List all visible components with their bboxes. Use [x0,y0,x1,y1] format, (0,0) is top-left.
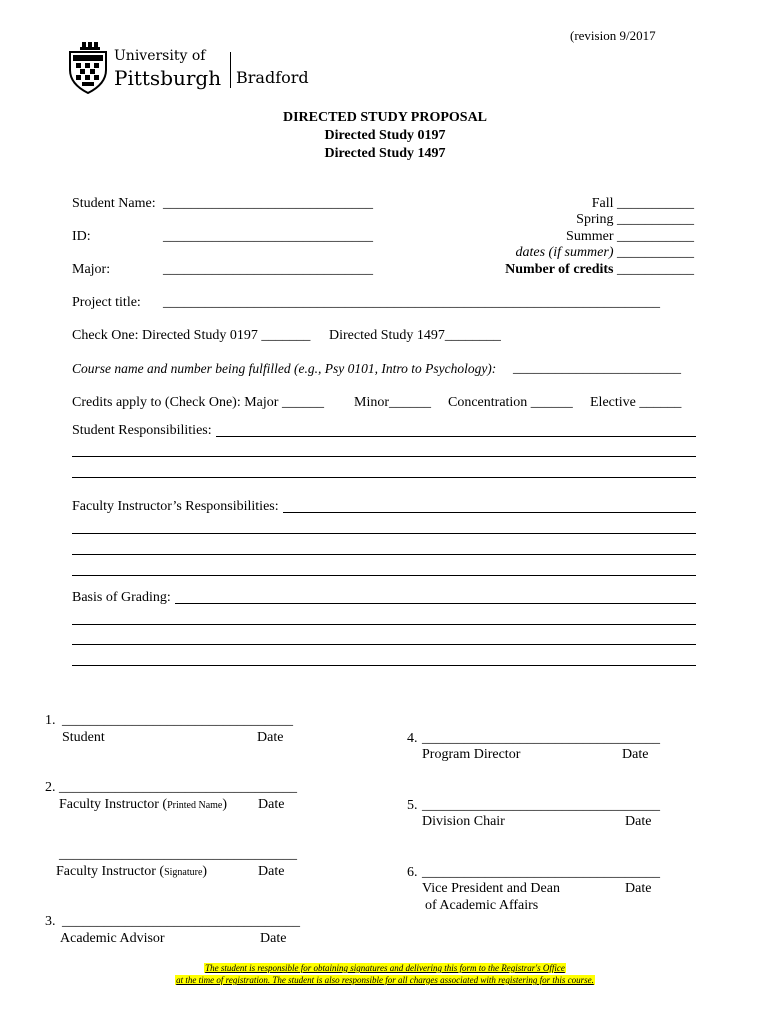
credits-field[interactable] [505,262,694,278]
signature-5-number: 5. [407,798,418,813]
student-name-field[interactable]: ______________________________ [163,196,373,211]
signature-6-label-line1: Vice President and Dean [422,881,560,896]
student-responsibilities-line-2[interactable] [72,456,696,457]
student-name-label: Student Name: [72,196,156,211]
printed-name-note: Printed Name [167,800,223,811]
signature-4-number: 4. [407,731,418,746]
signature-note: Signature [164,867,203,878]
credits-apply-major[interactable]: Credits apply to (Check One): Major ______ [72,395,324,410]
project-title-field[interactable]: _______________________________________________________________________ [163,295,660,310]
faculty-responsibilities-line-2[interactable] [72,533,696,534]
registrar-notice-line-1 [0,962,770,974]
signature-6-label-line2: of Academic Affairs [425,898,539,913]
signature-5-date-label: Date [625,814,652,829]
id-label: ID: [72,229,91,244]
shield-icon [68,42,108,94]
signature-3-field[interactable]: __________________________________ [62,914,300,929]
logo-pittsburgh: Pittsburgh [114,66,222,90]
faculty-responsibilities-label: Faculty Instructor’s Responsibilities: [72,499,283,515]
signature-4-date-label: Date [622,747,649,762]
signature-1-field[interactable]: _________________________________ [62,713,293,728]
basis-of-grading-label: Basis of Grading: [72,590,175,606]
revision-note: (revision 9/2017 [570,28,656,43]
fall-field[interactable]: Fall ___________ [591,196,694,211]
id-field[interactable]: ______________________________ [163,229,373,244]
signature-6-date-label: Date [625,881,652,896]
logo-divider [230,52,231,88]
student-responsibilities-line-3[interactable] [72,477,696,478]
course-fulfilled-field[interactable]: ________________________ [513,361,681,376]
subtitle-0197: Directed Study 0197 [324,128,446,143]
signature-3-date-label: Date [260,931,287,946]
logo-university-of: University of [114,48,206,64]
signature-2-number: 2. [45,780,56,795]
signature-2b-label-text: Faculty Instructor ( [56,864,165,879]
credits-apply-minor[interactable]: Minor______ [354,395,431,410]
signature-1-date-label: Date [257,730,284,745]
faculty-responsibilities-line-3[interactable] [72,554,696,555]
basis-of-grading-line-2[interactable] [72,624,696,625]
registrar-notice-text-2: at the time of registration. The student is also responsible for all charges associated with registering for this course. [176,975,594,985]
signature-3-number: 3. [45,914,56,929]
signature-4-field[interactable]: __________________________________ [422,731,660,746]
credits-apply-concentration[interactable]: Concentration ______ [448,395,573,410]
signature-2b-label-close: ) [202,864,208,879]
signature-2-label-close: ) [222,797,228,812]
signature-4-label: Program Director [422,747,521,762]
registrar-notice-line-2 [0,974,770,986]
course-fulfilled-label: Course name and number being fulfilled (e.g., Psy 0101, Intro to Psychology): [72,361,497,376]
signature-2b-date-label: Date [258,864,285,879]
summer-dates-field[interactable]: dates (if summer) ___________ [515,245,694,260]
signature-1-number: 1. [45,713,56,728]
credits-blank[interactable]: ___________ [617,262,694,277]
spring-field[interactable]: Spring ___________ [576,212,694,227]
signature-2b-label [56,864,207,881]
page-title: DIRECTED STUDY PROPOSAL [282,110,488,125]
signature-5-label: Division Chair [422,814,505,829]
signature-2-label [59,797,227,814]
basis-of-grading-line-3[interactable] [72,644,696,645]
faculty-responsibilities-line-4[interactable] [72,575,696,576]
basis-of-grading-line-4[interactable] [72,665,696,666]
signature-5-field[interactable]: __________________________________ [422,798,660,813]
logo-campus: Bradford [236,68,309,87]
check-one-1497[interactable]: Directed Study 1497________ [329,328,501,343]
student-responsibilities-label: Student Responsibilities: [72,423,216,439]
credits-label: Number of credits [505,262,614,277]
project-title-label: Project title: [72,295,141,310]
check-one-0197[interactable]: Check One: Directed Study 0197 _______ [72,328,311,343]
signature-2-label-text: Faculty Instructor ( [59,797,168,812]
signature-2b-field[interactable]: __________________________________ [59,847,297,862]
subtitle-1497: Directed Study 1497 [324,146,446,161]
signature-2-date-label: Date [258,797,285,812]
credits-apply-elective[interactable]: Elective ______ [590,395,682,410]
university-logo [68,42,308,94]
signature-1-label: Student [62,730,105,745]
signature-6-number: 6. [407,865,418,880]
major-label: Major: [72,262,111,277]
signature-6-field[interactable]: __________________________________ [422,865,660,880]
summer-field[interactable]: Summer ___________ [566,229,694,244]
signature-2-field[interactable]: __________________________________ [59,780,297,795]
registrar-notice-text-1: The student is responsible for obtaining signatures and delivering this form to the Registrar's Office [205,963,565,973]
signature-3-label: Academic Advisor [60,931,165,946]
major-field[interactable]: ______________________________ [163,262,373,277]
